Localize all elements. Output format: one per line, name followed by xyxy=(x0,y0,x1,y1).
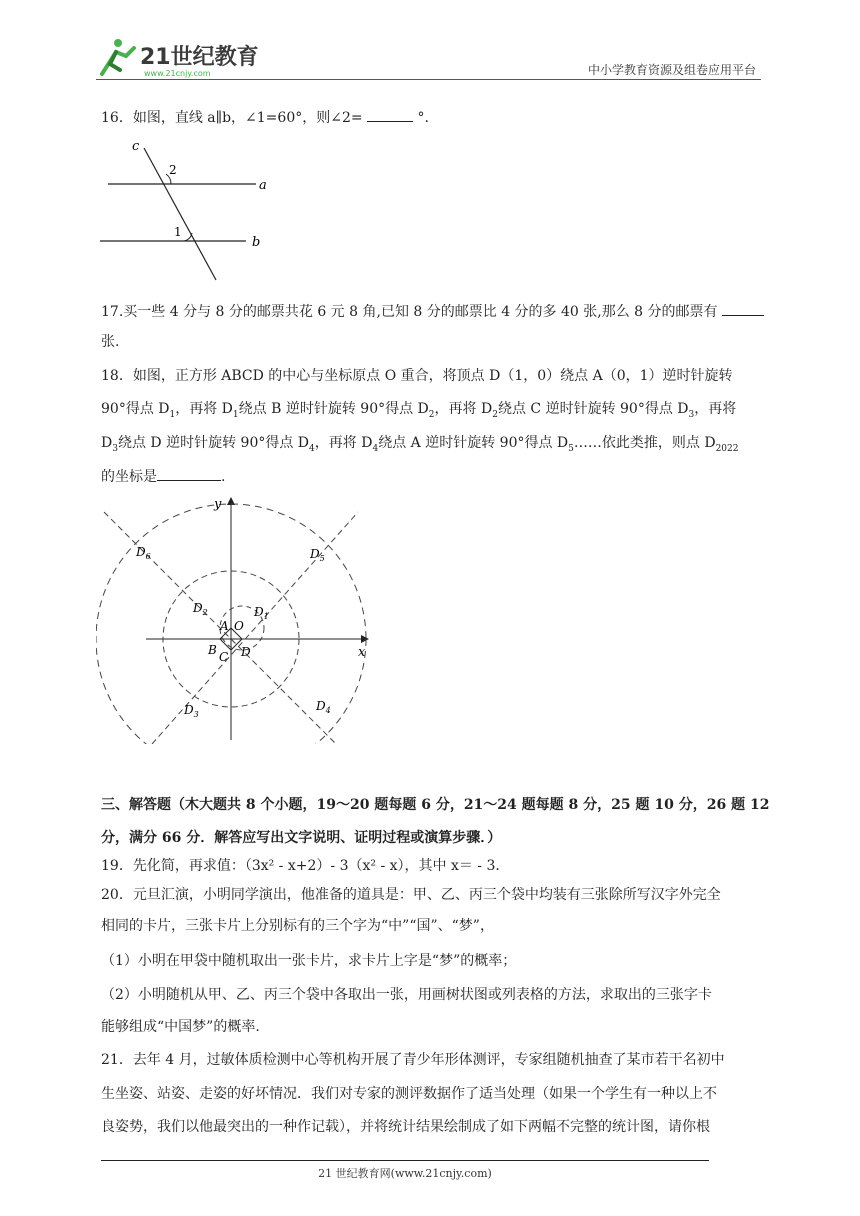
question-16 xyxy=(101,107,429,128)
label-D2: $D_2$ xyxy=(193,601,208,617)
question-17 xyxy=(101,301,764,322)
sub: 2 xyxy=(428,409,435,420)
label-D5: $D_5$ xyxy=(310,547,325,563)
logo-text: 21世纪教育 xyxy=(140,45,259,70)
q18-text: 绕点 D 逆时针旋转 90°得点 D xyxy=(117,435,310,451)
sub: 4 xyxy=(309,443,315,454)
sub: 3 xyxy=(688,409,695,420)
q18-text: 的坐标是 xyxy=(101,469,157,485)
q20-line1: 20．元旦汇演，小明同学演出，他准备的道具是：甲、乙、丙三个袋中均装有三张除所写汉字外完全 xyxy=(101,887,721,903)
q18-text: 绕点 B 逆时针旋转 90°得点 D xyxy=(238,401,429,417)
label-C: C xyxy=(219,650,229,664)
q18-text: ，再将 D xyxy=(314,435,373,451)
label-D3: $D_3$ xyxy=(184,703,199,719)
sub: 4 xyxy=(372,443,379,454)
platform-name: 中小学教育资源及组卷应用平台 xyxy=(587,63,756,77)
logo-url: www.21cnjy.com xyxy=(144,69,211,78)
q20-part1: （1）小明在甲袋中随机取出一张卡片，求卡片上字是“梦”的概率； xyxy=(101,953,517,969)
runner-icon xyxy=(102,39,134,74)
sub: 1 xyxy=(232,409,239,420)
label-c: c xyxy=(132,139,140,154)
q16-answer-blank[interactable] xyxy=(367,107,413,122)
sub: 2022 xyxy=(715,443,739,454)
q21-line2: 生坐姿、站姿、走姿的好坏情况．我们对专家的测评数据作了适当处理（如果一个学生有一种以上不 xyxy=(101,1086,717,1102)
label-angle-1: 1 xyxy=(174,225,182,239)
sub: 1 xyxy=(169,409,176,420)
label-A: A xyxy=(220,619,229,633)
q16-parallel-lines-figure xyxy=(96,136,276,284)
section-3-heading-line1: 三、解答题（木大题共 8 个小题，19～20 题每题 6 分，21～24 题每题 8 分，25 题 10 分，26 题 12 xyxy=(101,797,770,813)
line-c xyxy=(144,148,216,280)
label-O: O xyxy=(234,619,244,633)
question-19: 19．先化简，再求值：（3x² - x+2）- 3（x² - x），其中 x＝ - 3． xyxy=(101,858,510,874)
label-a: a xyxy=(259,178,267,193)
q18-line1: 18．如图，正方形 ABCD 的中心与坐标原点 O 重合，将顶点 D（1，0）绕点 A（0，1）逆时针旋转 xyxy=(101,368,733,384)
q17-line2: 张. xyxy=(101,334,120,350)
q16-text: 16．如图，直线 a∥b，∠1=60°，则∠2= xyxy=(101,110,363,126)
q18-text: ，再将 xyxy=(694,401,737,417)
footer-link[interactable]: 21 世纪教育网(www.21cnjy.com) xyxy=(318,1167,492,1180)
q18-text: ……依此类推，则点 D xyxy=(573,435,716,451)
q18-text: . xyxy=(221,469,226,485)
q18-text: 绕点 A 逆时针旋转 90°得点 D xyxy=(378,435,569,451)
q21-line3: 良姿势，我们以他最突出的一种作记载），并将统计结果绘制成了如下两幅不完整的统计图，请你根 xyxy=(101,1119,710,1135)
site-logo xyxy=(96,34,266,80)
label-y: y xyxy=(214,497,222,512)
footer-divider xyxy=(101,1160,709,1161)
q18-line3 xyxy=(101,433,738,459)
sub: 5 xyxy=(568,443,574,454)
sub: 3 xyxy=(112,443,118,454)
q20-part2-line2: 能够组成“中国梦”的概率. xyxy=(101,1019,260,1035)
q18-line2 xyxy=(101,399,736,425)
label-angle-2: 2 xyxy=(169,163,177,177)
q17-answer-blank[interactable] xyxy=(722,301,764,316)
label-D4: $D_4$ xyxy=(316,699,331,715)
q18-text: ，再将 D xyxy=(175,401,233,417)
label-x: x xyxy=(358,645,366,660)
q20-part2-line1: （2）小明随机从甲、乙、丙三个袋中各取出一张，用画树状图或列表格的方法，求取出的三张字卡 xyxy=(101,987,712,1003)
section-3-heading-line2: 分，满分 66 分．解答应写出文字说明、证明过程或演算步骤．） xyxy=(101,830,502,846)
header-divider xyxy=(96,79,761,80)
q21-line1: 21．去年 4 月，过敏体质检测中心等机构开展了青少年形体测评，专家组随机抽查了某市若干名初中 xyxy=(101,1052,725,1068)
q16-text-end: °. xyxy=(417,110,429,126)
label-B: B xyxy=(208,643,217,657)
label-D6: $D_6$ xyxy=(136,545,151,561)
q18-answer-blank[interactable] xyxy=(157,466,221,481)
q18-text: ，再将 D xyxy=(434,401,493,417)
q18-text: 绕点 C 逆时针旋转 90°得点 D xyxy=(497,401,689,417)
q18-line4 xyxy=(101,466,225,487)
sub: 2 xyxy=(492,409,498,420)
q20-line2: 相同的卡片，三张卡片上分别标有的三个字为“中”“国”、“梦”， xyxy=(101,918,494,934)
q18-text: D xyxy=(101,435,113,451)
label-D: D xyxy=(241,645,251,659)
label-D1: $D_1$ xyxy=(254,605,269,621)
q18-text: 90°得点 D xyxy=(101,401,170,417)
label-b: b xyxy=(252,235,261,250)
q17-text: 17.买一些 4 分与 8 分的邮票共花 6 元 8 角,已知 8 分的邮票比 4 分的多 40 张,那么 8 分的邮票有 xyxy=(101,304,718,320)
q18-rotation-figure xyxy=(96,490,376,744)
